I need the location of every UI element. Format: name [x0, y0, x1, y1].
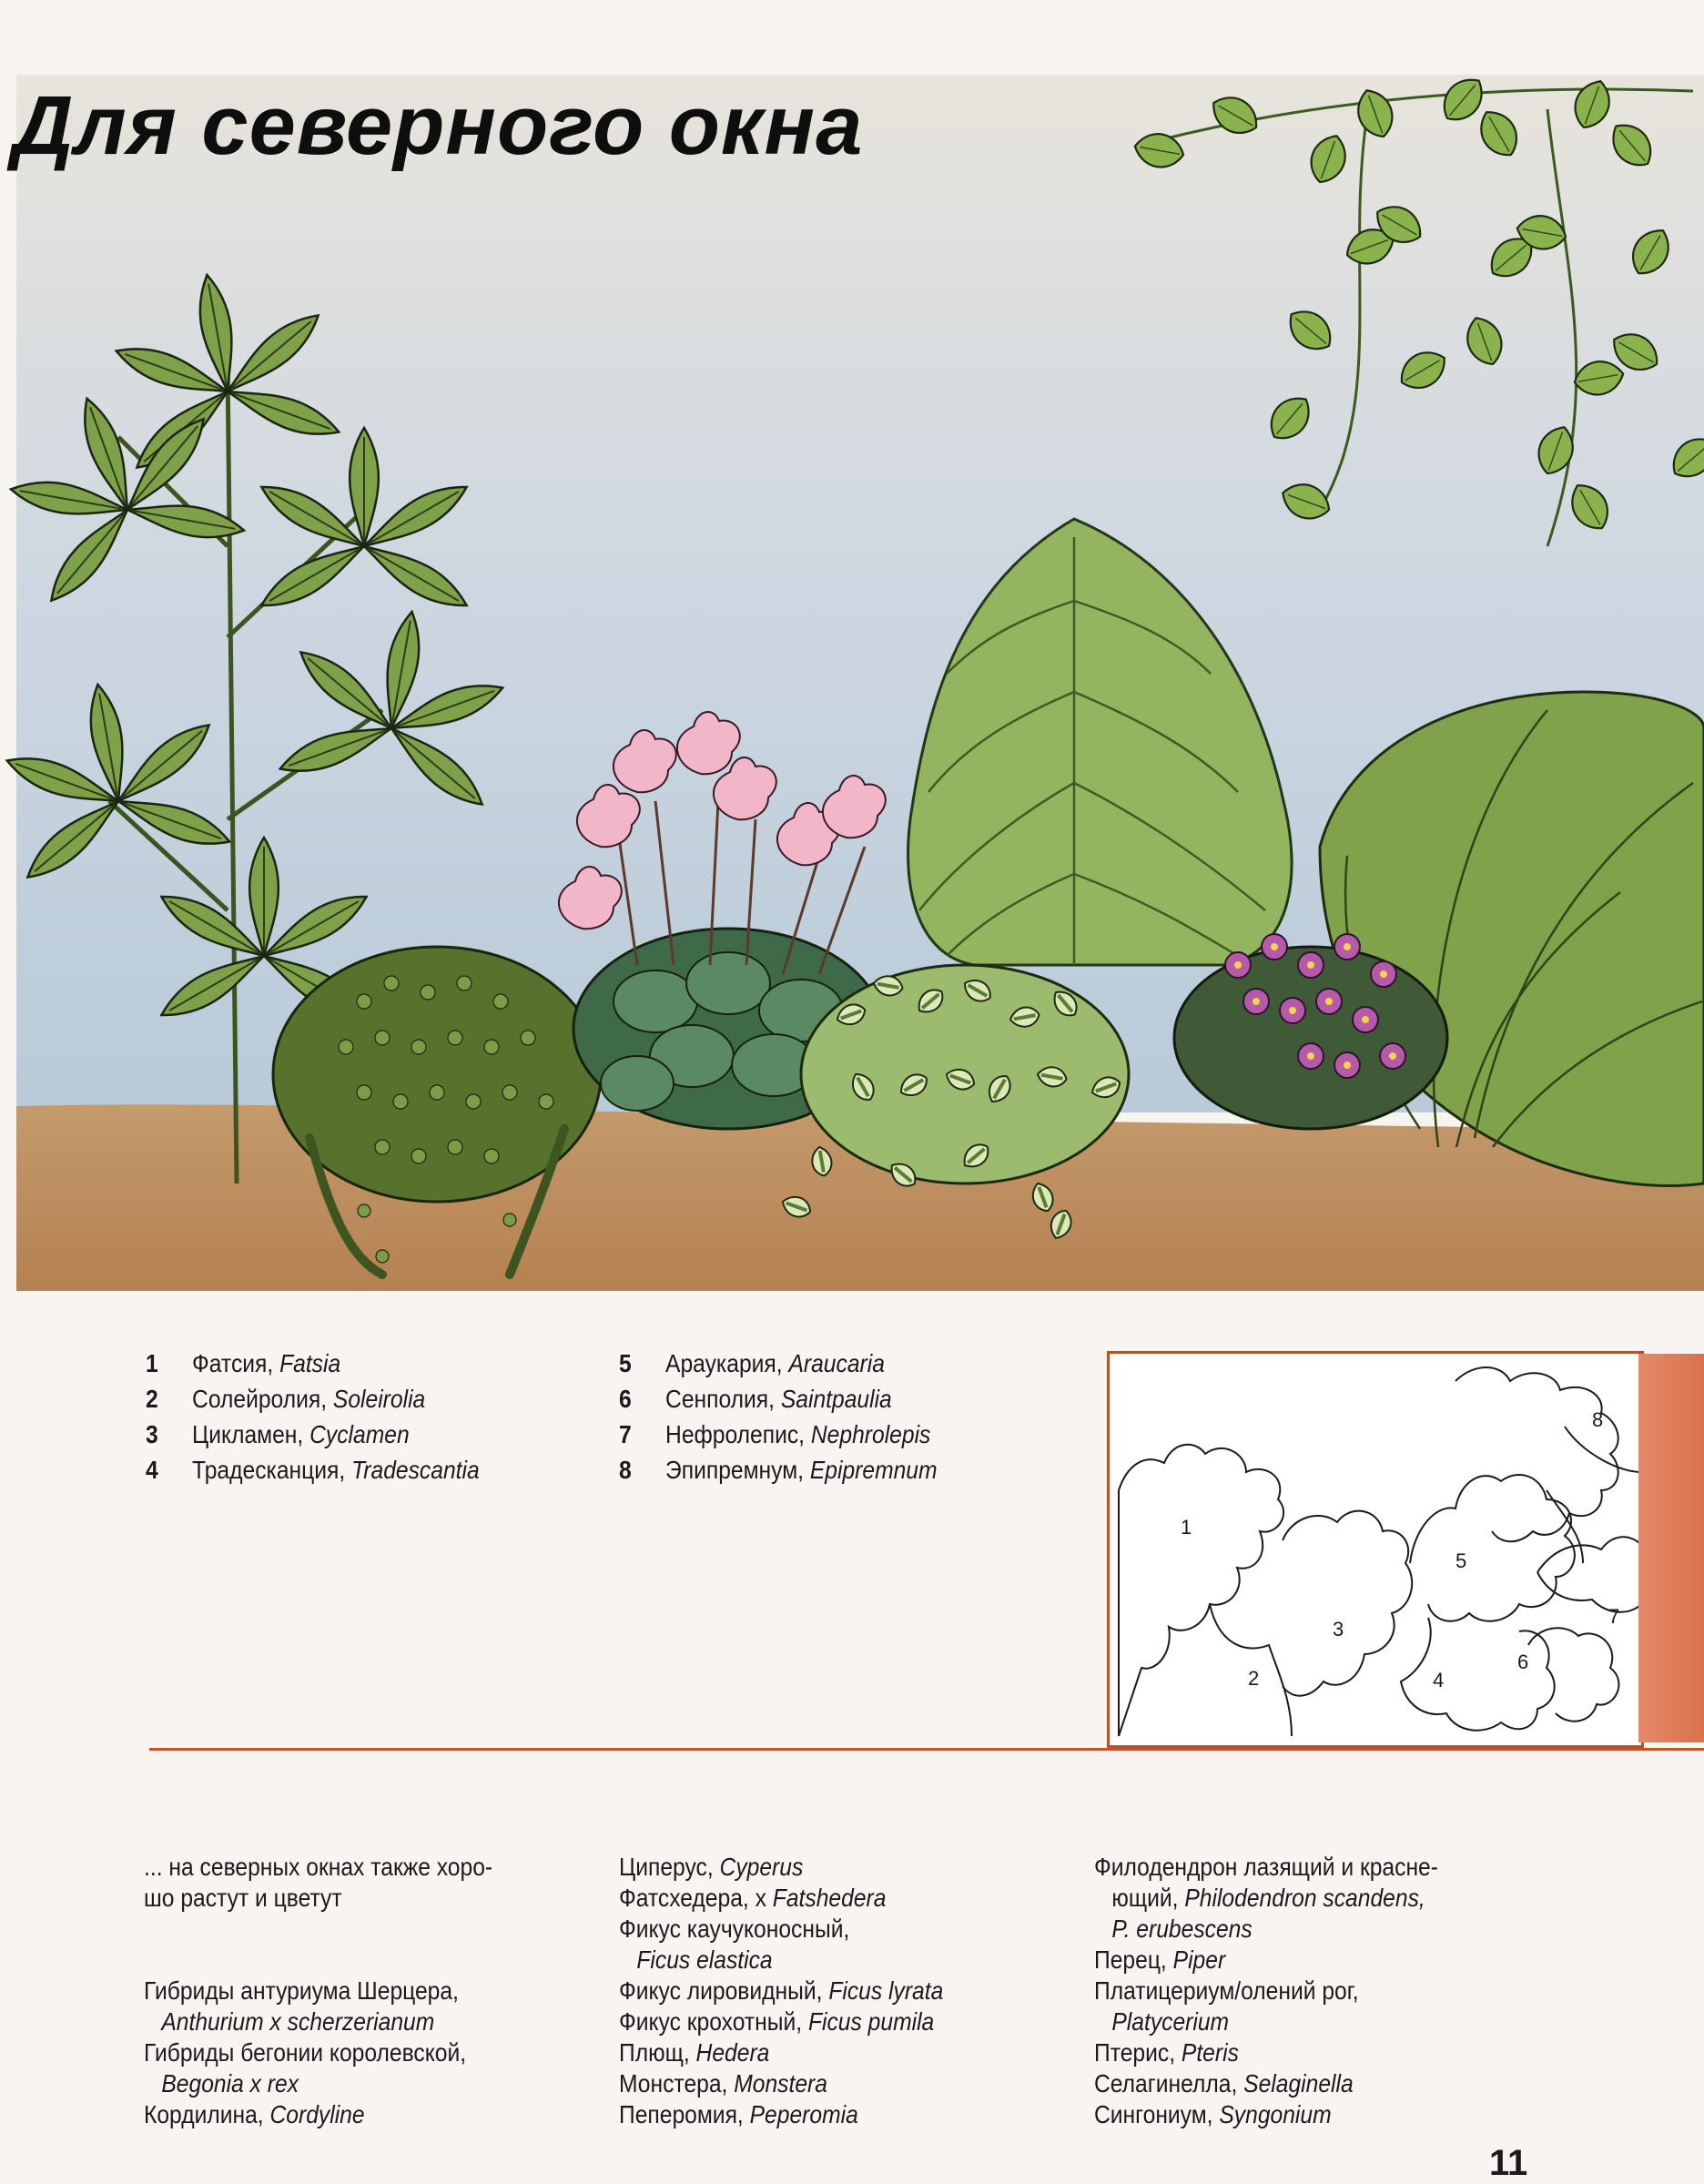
- legend-number: 3: [146, 1420, 158, 1448]
- key-diagram: [1107, 1351, 1644, 1748]
- plant-ru: Филодендрон лазящий и красне-: [1094, 1853, 1438, 1881]
- plant-latin: Ficus pumila: [807, 2007, 935, 2036]
- plant-entry: [619, 2037, 943, 2068]
- legend-russian-name: Солейролия,: [192, 1385, 328, 1413]
- plant-latin: Selaginella: [1243, 2069, 1354, 2098]
- plant-entry: [1094, 1945, 1438, 1976]
- spacer: [144, 1914, 492, 1976]
- plant-entry: [619, 1945, 943, 1976]
- key-label-6: 6: [1517, 1651, 1529, 1673]
- plant-entry: [144, 2006, 492, 2037]
- plant-latin: Monstera: [734, 2069, 827, 2098]
- plant-ru: Пеперомия,: [619, 2100, 744, 2128]
- plant-entry: [619, 1914, 943, 1945]
- intro-line: шо растут и цветут: [144, 1884, 342, 1912]
- plant-latin: Cordyline: [269, 2100, 365, 2128]
- key-label-7: 7: [1608, 1605, 1620, 1628]
- plant-entry: [1094, 2099, 1438, 2130]
- legend-number: 4: [146, 1456, 158, 1484]
- plant-ru: Циперус,: [619, 1853, 714, 1881]
- plant-latin: Fatshedera: [772, 1884, 887, 1912]
- legend-russian-name: Цикламен,: [192, 1420, 304, 1448]
- plant-entry: [619, 1883, 943, 1914]
- plant-latin: Cyperus: [719, 1853, 804, 1881]
- plant-entry: [619, 2068, 943, 2099]
- legend-item: [146, 1417, 480, 1452]
- plant-latin: Platycerium: [1111, 2007, 1230, 2036]
- plant-latin: Piper: [1172, 1945, 1226, 1974]
- plant-ru: ющий,: [1111, 1884, 1179, 1912]
- plant-ru: Сингониум,: [1094, 2100, 1213, 2128]
- plant-ru: Плющ,: [619, 2038, 690, 2067]
- plant-latin: Philodendron scandens,: [1184, 1884, 1425, 1912]
- key-outline-drawing: [1110, 1354, 1641, 1745]
- plant-entry: [1094, 1976, 1438, 2006]
- key-label-1: 1: [1181, 1516, 1192, 1539]
- plant-latin: Pteris: [1181, 2038, 1239, 2067]
- legend-item: [146, 1346, 480, 1381]
- plant-ru: Птерис,: [1094, 2038, 1176, 2067]
- plant-entry: [1094, 1914, 1438, 1945]
- legend-item: [146, 1452, 480, 1488]
- legend-number: 7: [619, 1420, 632, 1448]
- plant-entry: [144, 2099, 492, 2130]
- plant-entry: [619, 2099, 943, 2130]
- plant-latin: Begonia x rex: [161, 2069, 299, 2098]
- plant-ru: Платицериум/олений рог,: [1094, 1976, 1359, 2005]
- legend-column-right: [619, 1346, 980, 1488]
- plant-entry: [1094, 2006, 1438, 2037]
- legend-number: 5: [619, 1349, 632, 1377]
- legend-russian-name: Традесканция,: [192, 1456, 346, 1484]
- plant-entry: [619, 1976, 943, 2006]
- plant-ru: Кордилина,: [144, 2100, 264, 2128]
- plant-entry: [144, 2068, 492, 2099]
- plant-ru: Перец,: [1094, 1945, 1167, 1974]
- key-label-3: 3: [1333, 1618, 1344, 1641]
- plant-ru: Монстера,: [619, 2069, 728, 2098]
- legend-item: [619, 1417, 938, 1452]
- plant-ru: Фатсхедера, x: [619, 1884, 766, 1912]
- plant-entry: [1094, 1883, 1438, 1914]
- legend-russian-name: Араукария,: [665, 1349, 783, 1377]
- legend-russian-name: Фатсия,: [192, 1349, 274, 1377]
- key-label-4: 4: [1433, 1669, 1445, 1691]
- legend-latin-name: Nephrolepis: [810, 1420, 931, 1448]
- key-label-5: 5: [1456, 1549, 1467, 1572]
- legend-item: [146, 1381, 480, 1417]
- text-column-2: [619, 1852, 943, 2130]
- legend-number: 1: [146, 1349, 158, 1377]
- legend-latin-name: Tradescantia: [351, 1456, 480, 1484]
- section-divider: [149, 1748, 1704, 1751]
- legend-latin-name: Fatsia: [279, 1349, 341, 1377]
- text-column-3: [1094, 1852, 1438, 2130]
- plant-entry: [1094, 1852, 1438, 1883]
- plant-entry: [619, 1852, 943, 1883]
- plant-entry: [1094, 2068, 1438, 2099]
- plant-entry: [1094, 2037, 1438, 2068]
- legend-column-left: [146, 1346, 525, 1488]
- legend-item: [619, 1452, 938, 1488]
- legend-latin-name: Epipremnum: [809, 1456, 938, 1484]
- plant-entry: [619, 2006, 943, 2037]
- page-number: 11: [1489, 2143, 1528, 2183]
- intro-line: ... на северных окнах также хоро-: [144, 1853, 493, 1881]
- page-title: Для северного окна: [13, 79, 864, 172]
- plant-latin: Peperomia: [749, 2100, 858, 2128]
- side-tab: [1638, 1354, 1704, 1742]
- plant-entry: [144, 2037, 492, 2068]
- key-label-2: 2: [1248, 1667, 1260, 1690]
- legend-latin-name: Araucaria: [788, 1349, 885, 1377]
- plant-ru: Гибриды бегонии королевской,: [144, 2038, 467, 2067]
- key-label-8: 8: [1592, 1408, 1604, 1431]
- legend-item: [619, 1346, 938, 1381]
- plant-ru: Фикус лировидный,: [619, 1976, 823, 2005]
- legend-latin-name: Cyclamen: [309, 1420, 410, 1448]
- plant-latin: Hedera: [695, 2038, 770, 2067]
- plant-ru: Фикус каучуконосный,: [619, 1915, 850, 1943]
- plant-latin: Syngonium: [1219, 2100, 1332, 2128]
- text-column-1: [144, 1852, 492, 2130]
- legend-item: [619, 1381, 938, 1417]
- legend-russian-name: Сенполия,: [665, 1385, 775, 1413]
- legend-number: 2: [146, 1385, 158, 1413]
- legend-number: 6: [619, 1385, 632, 1413]
- legend-russian-name: Эпипремнум,: [665, 1456, 804, 1484]
- plant-ru: Фикус крохотный,: [619, 2007, 803, 2036]
- legend-russian-name: Нефролепис,: [665, 1420, 806, 1448]
- legend-latin-name: Soleirolia: [332, 1385, 426, 1413]
- plant-ru: Селагинелла,: [1094, 2069, 1238, 2098]
- plant-entry: [144, 1976, 492, 2006]
- plant-latin: Ficus lyrata: [828, 1976, 944, 2005]
- plant-ru: Гибриды антуриума Шерцера,: [144, 1976, 459, 2005]
- legend-latin-name: Saintpaulia: [780, 1385, 892, 1413]
- plant-latin: Ficus elastica: [636, 1945, 773, 1974]
- plant-latin: P. erubescens: [1111, 1915, 1253, 1943]
- legend-number: 8: [619, 1456, 632, 1484]
- plant-latin: Anthurium x scherzerianum: [161, 2007, 435, 2036]
